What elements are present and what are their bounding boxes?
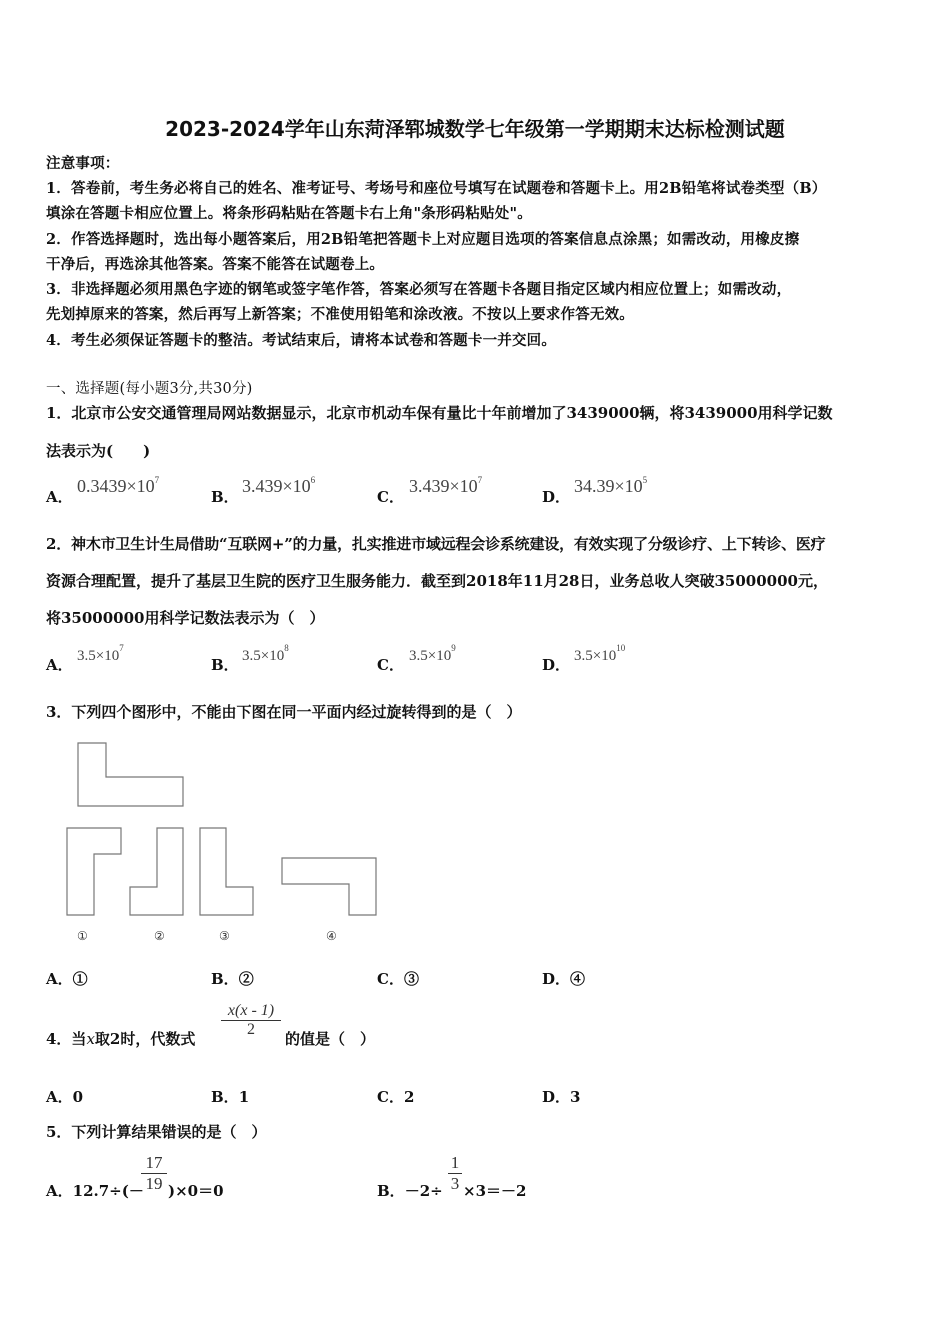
q1-option-c-letter: C．: [377, 488, 404, 506]
q1-option-d-letter: D．: [542, 488, 571, 506]
q1-option-a-value: $0.3439\times 10^7$: [77, 475, 160, 496]
figure-label-1: ①: [77, 929, 88, 943]
q5-option-a-fraction: 17 19: [141, 1153, 167, 1194]
question-3-text: 3．下列四个图形中，不能由下图在同一平面内经过旋转得到的是（ ）: [46, 703, 522, 721]
q4-fraction: x(x - 1) 2: [221, 1002, 281, 1039]
q3-option-b: B．②: [211, 970, 254, 988]
notice-line: 干净后，再选涂其他答案。答案不能答在试题卷上。: [46, 256, 385, 273]
q1-option-b-letter: B．: [211, 488, 239, 506]
q2-option-a-value: $3.5\times 10^7$: [77, 643, 124, 664]
q2-option-c-value: $3.5\times 10^9$: [409, 643, 456, 664]
q4-option-a: A．0: [46, 1088, 84, 1106]
rotation-figures: [0, 730, 420, 930]
figure-4-shape: [282, 858, 376, 915]
question-1-text: 1．北京市公安交通管理局网站数据显示，北京市机动车保有量比十年前增加了3439000辆，将3439000用科学记数: [46, 404, 833, 422]
q4-option-b: B．1: [211, 1088, 250, 1106]
figure-3-shape: [200, 828, 253, 915]
notice-line: 先划掉原来的答案，然后再写上新答案；不准使用铅笔和涂改液。不按以上要求作答无效。: [46, 306, 634, 323]
q5-option-b-suffix: ×3＝－2: [463, 1182, 527, 1200]
notice-line: 2．作答选择题时，选出每小题答案后，用2B铅笔把答题卡上对应题目选项的答案信息点涂黑；如需改动，用橡皮擦: [46, 231, 800, 248]
page-title: 2023-2024学年山东菏泽郓城数学七年级第一学期期末达标检测试题: [165, 117, 785, 141]
q5-option-b-prefix: B．－2÷: [377, 1182, 443, 1200]
q1-option-c-value: $3.439\times 10^7$: [409, 475, 483, 496]
notice-line: 填涂在答题卡相应位置上。将条形码粘贴在答题卡右上角"条形码粘贴处"。: [46, 205, 532, 222]
question-4-text: 4．当x取2时，代数式: [46, 1030, 196, 1048]
notice-line: 3．非选择题必须用黑色字迹的钢笔或签字笔作答，答案必须写在答题卡各题目指定区域内相应位置上；如需改动，: [46, 281, 792, 298]
question-2-text-cont: 将35000000用科学记数法表示为（ ）: [46, 609, 325, 627]
q5-option-a-prefix: A．12.7÷(－: [46, 1182, 144, 1200]
question-2-text-cont: 资源合理配置，提升了基层卫生院的医疗卫生服务能力．截至到2018年11月28日，业务总收人突破35000000元，: [46, 572, 828, 590]
q5-option-a-suffix: )×0＝0: [168, 1182, 224, 1200]
q1-option-a-letter: A．: [46, 488, 73, 506]
notice-line: 4．考生必须保证答题卡的整洁。考试结束后，请将本试卷和答题卡一并交回。: [46, 332, 557, 349]
q2-option-c-letter: C．: [377, 656, 404, 674]
notice-heading: 注意事项：: [46, 155, 120, 172]
q3-option-d: D．④: [542, 970, 586, 988]
q3-option-a: A．①: [46, 970, 88, 988]
figure-1-shape: [67, 828, 121, 915]
notice-line: 1．答卷前，考生务必将自己的姓名、准考证号、考场号和座位号填写在试题卷和答题卡上。用2B铅笔将试卷类型（B）: [46, 180, 827, 197]
q2-option-d-value: $3.5\times 10^{10}$: [574, 643, 626, 664]
question-5-text: 5．下列计算结果错误的是（ ）: [46, 1123, 267, 1141]
section-heading: 一、选择题(每小题3分,共30分): [46, 381, 253, 397]
reference-shape: [78, 743, 183, 806]
figure-label-2: ②: [154, 929, 165, 943]
question-2-text: 2．神木市卫生计生局借助“互联网+”的力量，扎实推进市域远程会诊系统建设，有效实现了分级诊疗、上下转诊、医疗: [46, 535, 826, 553]
q2-option-b-value: $3.5\times 10^8$: [242, 643, 289, 664]
q4-option-c: C．2: [377, 1088, 415, 1106]
q3-option-c: C．③: [377, 970, 419, 988]
q2-option-b-letter: B．: [211, 656, 239, 674]
question-1-text-cont: 法表示为( ): [46, 442, 151, 460]
figure-label-4: ④: [326, 929, 337, 943]
q2-option-d-letter: D．: [542, 656, 571, 674]
figure-2-shape: [130, 828, 183, 915]
question-4-text-end: 的值是（ ）: [285, 1030, 376, 1048]
q1-option-b-value: $3.439\times 10^6$: [242, 475, 316, 496]
q2-option-a-letter: A．: [46, 656, 73, 674]
q4-option-d: D．3: [542, 1088, 581, 1106]
q1-option-d-value: $34.39\times 10^5$: [574, 475, 648, 496]
figure-label-3: ③: [219, 929, 230, 943]
q5-option-b-fraction: 1 3: [448, 1153, 462, 1194]
